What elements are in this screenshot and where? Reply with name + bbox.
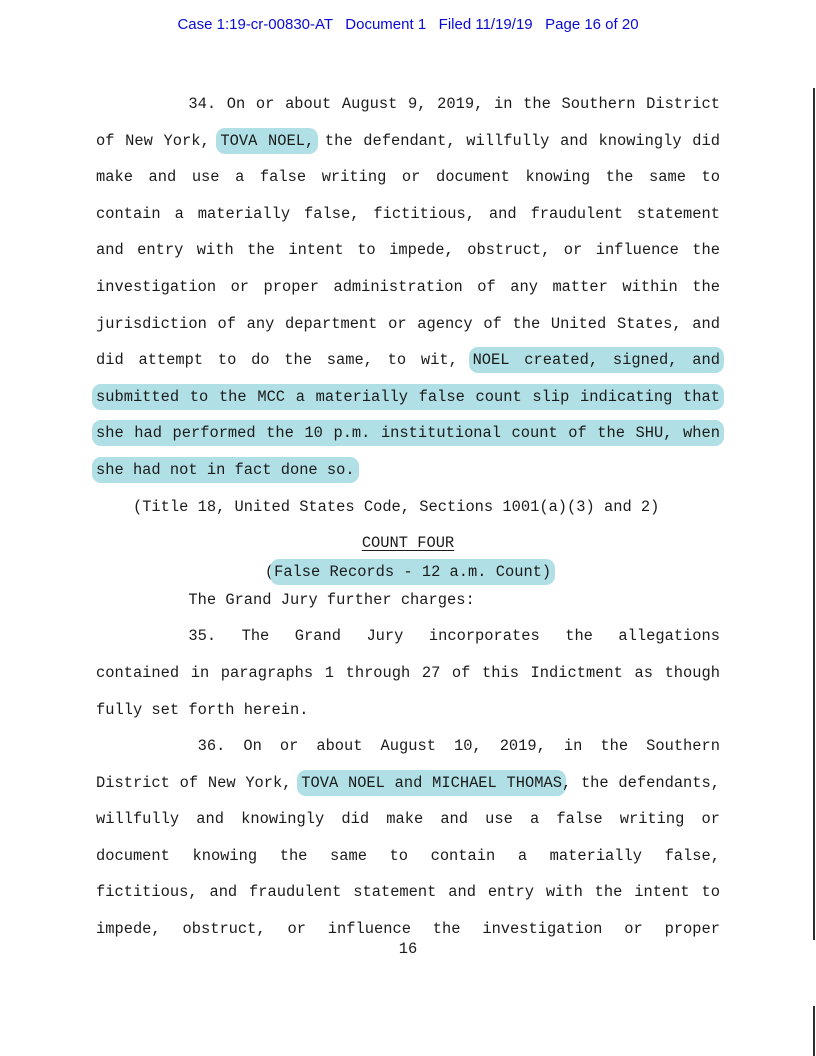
text-run: willfully and knowingly did make and use a false writing or	[96, 810, 720, 829]
highlighted-text: NOEL created, signed, and	[472, 351, 720, 370]
document-line	[96, 874, 720, 911]
document-line	[96, 765, 720, 802]
document-line	[96, 728, 720, 765]
document-line	[96, 655, 720, 692]
text-run: did attempt to do the same, to wit,	[96, 351, 473, 370]
document-line	[96, 342, 720, 379]
document-line	[96, 582, 720, 619]
document-line	[96, 838, 720, 875]
text-run: of New York,	[96, 131, 221, 150]
highlighted-text: she had performed the 10 p.m. institutional count of the SHU, when	[96, 424, 720, 443]
document-line	[96, 489, 720, 526]
document-line	[96, 525, 720, 562]
text-run: and entry with the intent to impede, obstruct, or influence the	[96, 241, 720, 260]
highlighted-text: she had not in fact done so.	[96, 460, 355, 479]
text-run: District of New York,	[96, 773, 302, 792]
highlighted-text: TOVA NOEL and MICHAEL THOMAS	[301, 773, 562, 792]
document-line	[96, 452, 720, 489]
text-run: The Grand Jury further charges:	[188, 590, 475, 609]
page-number: 16	[398, 940, 418, 958]
document-line	[96, 159, 720, 196]
document-line	[96, 801, 720, 838]
document-line	[96, 232, 720, 269]
document-line	[96, 692, 720, 729]
highlighted-text: submitted to the MCC a materially false count slip indicating that	[96, 387, 720, 406]
document-line	[96, 269, 720, 306]
text-run: contain a materially false, fictitious, and fraudulent statement	[96, 204, 720, 223]
document-line	[96, 306, 720, 343]
scan-artifact-line	[813, 1006, 815, 1056]
document-line	[96, 123, 720, 160]
text-run: jurisdiction of any department or agency of the United States, and	[96, 314, 720, 333]
text-run: contained in paragraphs 1 through 27 of this Indictment as though	[96, 663, 720, 682]
document-line	[96, 379, 720, 416]
text-run: make and use a false writing or document knowing the same to	[96, 168, 720, 187]
document-line	[96, 196, 720, 233]
text-run: fully set forth herein.	[96, 700, 309, 719]
text-run: (Title 18, United States Code, Sections 1001(a)(3) and 2)	[132, 497, 660, 516]
text-run: investigation or proper administration of any matter within the	[96, 277, 720, 296]
highlighted-text: TOVA NOEL,	[220, 131, 315, 150]
text-run: , the defendants,	[561, 773, 720, 792]
document-line	[96, 86, 720, 123]
highlighted-text: False Records - 12 a.m. Count)	[274, 562, 552, 581]
document-line	[96, 415, 720, 452]
text-run: 36. On or about August 10, 2019, in the Southern	[197, 737, 720, 756]
text-run: (	[264, 562, 275, 581]
text-run: 35. The Grand Jury incorporates the allegations	[188, 627, 720, 646]
text-run: the defendant, willfully and knowingly did	[314, 131, 720, 150]
text-run: COUNT FOUR	[361, 534, 455, 553]
scan-artifact-line	[813, 88, 815, 940]
ecf-header-stamp: Case 1:19-cr-00830-AT Document 1 Filed 11/19/19 Page 16 of 20	[177, 16, 639, 33]
text-run: 34. On or about August 9, 2019, in the Southern District	[188, 95, 720, 113]
document-line	[96, 618, 720, 655]
text-run: document knowing the same to contain a materially false,	[96, 846, 720, 865]
document-line	[96, 562, 720, 582]
text-run: impede, obstruct, or influence the investigation or proper	[96, 920, 720, 939]
text-run: fictitious, and fraudulent statement and entry with the intent to	[96, 883, 720, 902]
document-body	[96, 86, 720, 948]
